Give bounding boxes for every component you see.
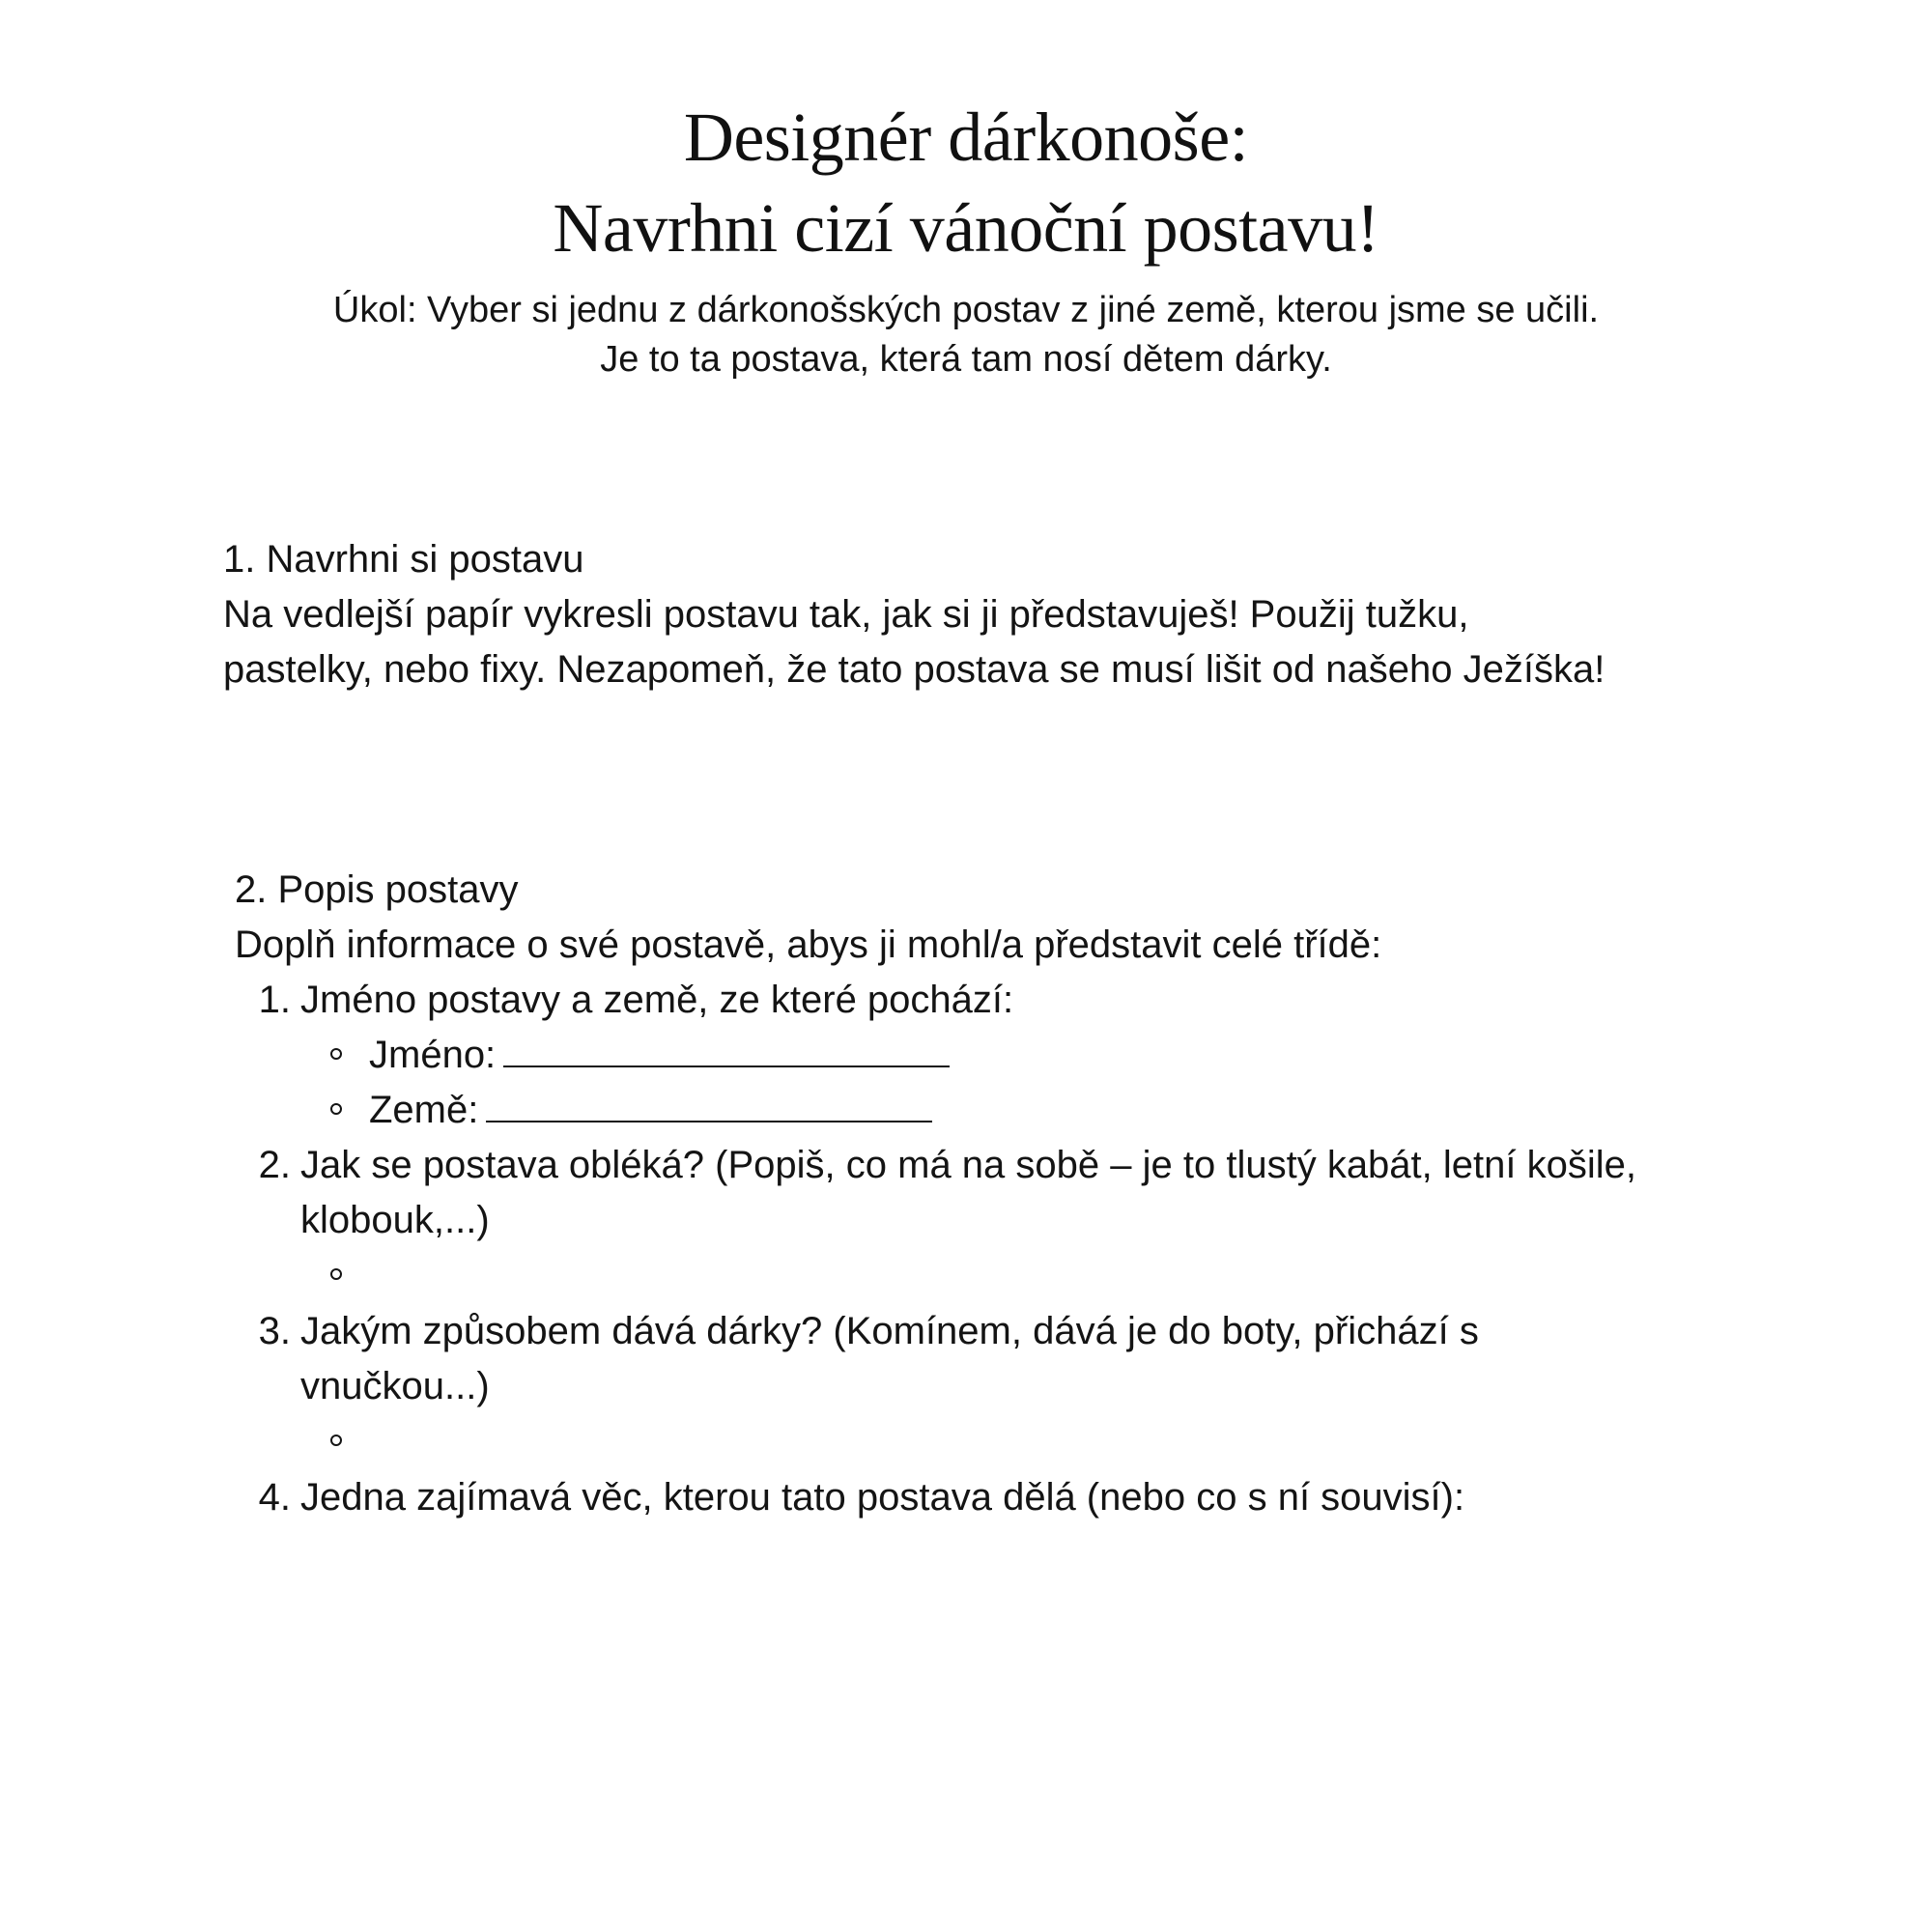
page-title-line-1: Designér dárkonoše: xyxy=(683,99,1249,176)
list-item-text-continued: klobouk,...) xyxy=(300,1199,490,1241)
section-1-heading: 1. Navrhni si postavu xyxy=(223,538,584,581)
list-item-number: 3. xyxy=(258,1310,291,1352)
list-item-number: 2. xyxy=(258,1144,291,1186)
page-title-line-2: Navrhni cizí vánoční postavu! xyxy=(553,189,1379,267)
bullet-icon xyxy=(330,1103,342,1115)
list-item-number: 1. xyxy=(258,979,291,1021)
section-1-text-line-2: pastelky, nebo fixy. Nezapomeň, že tato postava se musí lišit od našeho Ježíška! xyxy=(223,648,1605,691)
name-blank-line[interactable] xyxy=(503,1029,950,1067)
list-item-text: Jakým způsobem dává dárky? (Komínem, dává je do boty, přichází s xyxy=(300,1310,1479,1352)
bullet-icon xyxy=(330,1268,342,1280)
section-2-intro: Doplň informace o své postavě, abys ji mohl/a představit celé třídě: xyxy=(235,923,1382,966)
task-intro-line-1: Úkol: Vyber si jednu z dárkonošských postav z jiné země, kterou jsme se učili. xyxy=(332,290,1600,330)
country-blank-line[interactable] xyxy=(486,1084,932,1122)
list-item-text: Jak se postava obléká? (Popiš, co má na sobě – je to tlustý kabát, letní košile, xyxy=(300,1144,1636,1186)
section-2-heading: 2. Popis postavy xyxy=(235,868,519,911)
task-intro-line-2: Je to ta postava, která tam nosí dětem dárky. xyxy=(600,339,1332,380)
list-item-number: 4. xyxy=(258,1476,291,1519)
bullet-icon xyxy=(330,1435,342,1446)
bullet-icon xyxy=(330,1048,342,1060)
list-item-text: Jméno postavy a země, ze které pochází: xyxy=(300,979,1014,1021)
country-field-label: Země: xyxy=(369,1089,479,1131)
name-field-label: Jméno: xyxy=(369,1034,497,1076)
list-item-text: Jedna zajímavá věc, kterou tato postava dělá (nebo co s ní souvisí): xyxy=(300,1476,1465,1519)
list-item-text-continued: vnučkou...) xyxy=(300,1365,490,1407)
name-field-row xyxy=(369,1028,950,1082)
country-field-row xyxy=(369,1083,932,1137)
section-1-text-line-1: Na vedlejší papír vykresli postavu tak, jak si ji představuješ! Použij tužku, xyxy=(223,593,1469,636)
